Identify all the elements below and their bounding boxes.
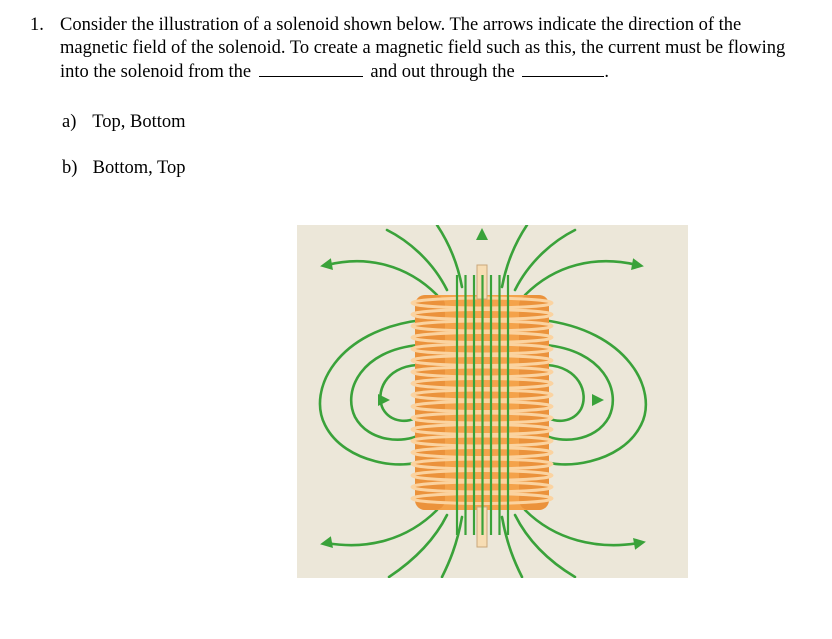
field-lines-front [457,275,508,535]
answer-blank-2 [522,60,604,77]
option-a-label: a) [62,112,77,132]
question-text-part1: Consider the illustration of a solenoid shown below. The arrows indicate the direction of the magnetic field of the solenoid. To create a magnetic field such as this, the current must be flowing into the solenoid from the [60,15,786,82]
question-text-part2: and out through the [370,62,515,82]
solenoid-figure [297,225,688,578]
question-text [60,14,810,84]
option-b [62,158,186,179]
option-a [62,112,186,133]
question-number: 1. [30,15,44,35]
question-block [30,14,810,84]
solenoid-illustration [297,225,688,578]
option-a-text: Top, Bottom [92,112,186,132]
option-b-text: Bottom, Top [92,158,186,178]
answer-blank-1 [259,60,363,77]
question-text-part3: . [604,62,610,82]
option-b-label: b) [62,158,78,178]
